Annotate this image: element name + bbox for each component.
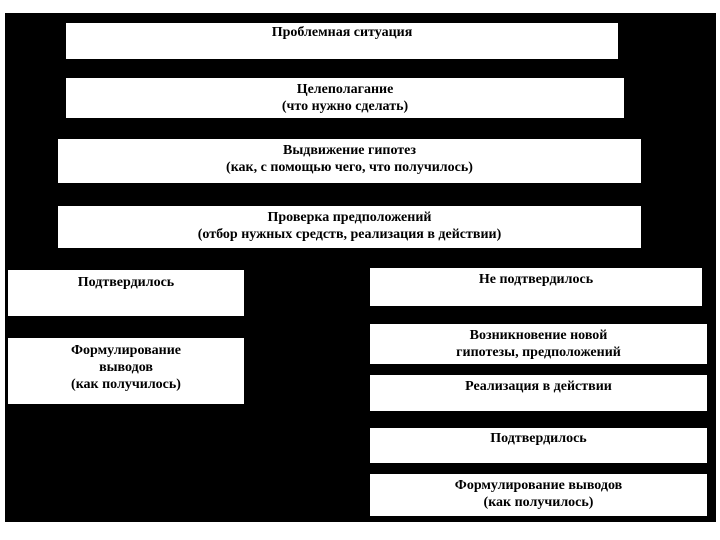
box-testing-assumptions-line-2: (отбор нужных средств, реализация в действии) <box>197 227 502 242</box>
box-conclusions-left-line-2: выводов <box>99 360 153 375</box>
box-new-hypothesis <box>370 324 707 364</box>
box-testing-assumptions <box>58 206 641 248</box>
box-hypotheses-line-1: Выдвижение гипотез <box>282 143 417 158</box>
box-conclusions-right-line-2: (как получилось) <box>483 495 594 510</box>
box-problem-situation <box>66 23 618 59</box>
box-hypotheses <box>58 139 641 183</box>
box-goal-setting-line-2: (что нужно сделать) <box>281 99 409 114</box>
box-conclusions-left-line-3: (как получилось) <box>71 377 181 392</box>
box-conclusions-left-line-1: Формулирование <box>70 343 182 358</box>
box-conclusions-right-line-1: Формулирование выводов <box>454 478 623 493</box>
box-implementation <box>370 375 707 411</box>
box-problem-situation-line-1: Проблемная ситуация <box>271 25 413 40</box>
box-new-hypothesis-line-2: гипотезы, предположений <box>456 345 621 360</box>
box-implementation-line-1: Реализация в действии <box>465 379 612 394</box>
box-not-confirmed-line-1: Не подтвердилось <box>478 272 594 287</box>
box-new-hypothesis-line-1: Возникновение новой <box>469 328 608 343</box>
box-goal-setting <box>66 78 624 118</box>
box-conclusions-left <box>8 338 244 404</box>
box-confirmed-left <box>8 270 244 316</box>
box-goal-setting-line-1: Целеполагание <box>296 82 394 97</box>
box-confirmed-left-line-1: Подтвердилось <box>77 275 175 290</box>
box-testing-assumptions-line-1: Проверка предположений <box>267 210 432 225</box>
box-hypotheses-line-2: (как, с помощью чего, что получилось) <box>226 160 473 175</box>
box-confirmed-right-line-1: Подтвердилось <box>490 431 587 446</box>
box-confirmed-right <box>370 428 707 463</box>
box-conclusions-right <box>370 474 707 516</box>
box-not-confirmed <box>370 268 702 306</box>
